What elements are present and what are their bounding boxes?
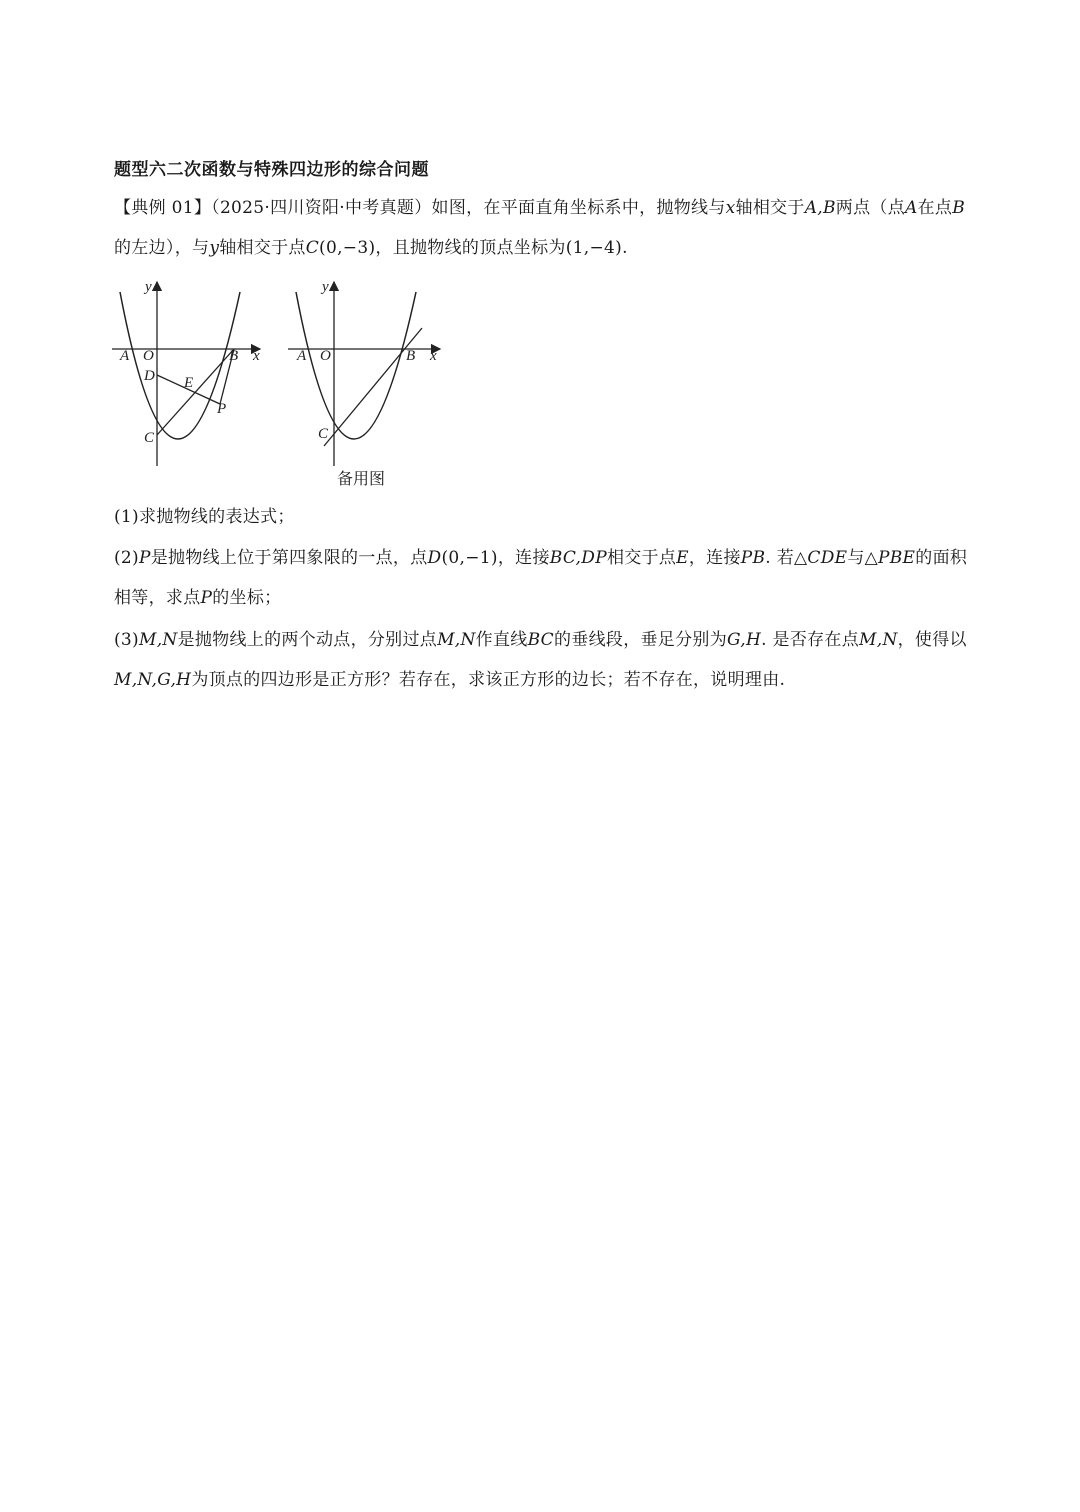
label-e: E [184, 375, 194, 391]
intro-text: 如图，在平面直角坐标系中，抛物线与 [431, 198, 726, 218]
math-a: A [905, 198, 918, 218]
math-pb: PB [740, 548, 766, 568]
q3-text: 是抛物线上的两个动点，分别过点 [177, 630, 438, 650]
intro-text: 两点（点 [835, 198, 905, 218]
math-p: P [200, 588, 213, 608]
intro-text: 的左边），与 [114, 238, 210, 258]
question-1: (1)求抛物线的表达式； [114, 507, 295, 527]
figure-2 [288, 279, 440, 466]
label-a: A [297, 348, 307, 364]
math-d: D [427, 548, 442, 568]
q3-text: 作直线 [475, 630, 528, 650]
q2-text: 的坐标； [212, 588, 282, 608]
label-o: O [143, 348, 154, 364]
q3-text: . 是否存在点 [761, 630, 860, 650]
intro-text: 在点 [917, 198, 953, 218]
q2-text: 是抛物线上位于第四象限的一点，点 [150, 548, 428, 568]
vertex-coord: (1,−4) [565, 238, 623, 258]
math-mngh: M,N,G,H [114, 670, 192, 690]
q2-text: 相交于点 [606, 548, 677, 568]
section-heading: 题型六二次函数与特殊四边形的综合问题 [114, 160, 429, 180]
example-source: （2025·四川资阳·中考真题） [211, 198, 432, 218]
triangle-symbol: △ [794, 548, 808, 568]
q2-text: 与 [847, 548, 865, 568]
label-c: C [144, 430, 155, 446]
q3-text: 的垂线段，垂足分别为 [554, 630, 727, 650]
label-c: C [318, 426, 329, 442]
math-e: E [676, 548, 689, 568]
q2-text: 的面积相等，求点 [114, 548, 968, 608]
math-b: B [952, 198, 965, 218]
intro-text: 轴相交于 [735, 198, 805, 218]
question-2 [114, 538, 974, 618]
math-bc-dp: BC,DP [549, 548, 607, 568]
math-mn: M,N [138, 630, 178, 650]
parabola [296, 292, 416, 439]
math-pbe: PBE [878, 548, 916, 568]
label-b: B [406, 348, 416, 364]
math-y: y [209, 238, 220, 258]
label-o: O [320, 348, 331, 364]
example-tag: 【典例 01】 [114, 198, 212, 218]
q3-text: ，使得以 [897, 630, 967, 650]
q2-text: ，连接 [497, 548, 550, 568]
math-mn: M,N [859, 630, 898, 650]
question-number: (3) [114, 630, 139, 650]
q2-text: . 若 [765, 548, 795, 568]
math-x: x [725, 198, 736, 218]
point-d-coord: (0,−1) [441, 548, 498, 568]
math-bc: BC [527, 630, 554, 650]
q3-text: 为顶点的四边形是正方形？若存在，求该正方形的边长；若不存在，说明理由. [191, 670, 786, 690]
label-a: A [120, 348, 130, 364]
question-number: (2) [114, 548, 139, 568]
label-x: x [253, 348, 260, 364]
line-bc [324, 328, 422, 446]
math-mn: M,N [437, 630, 476, 650]
label-d: D [144, 368, 155, 384]
figure-caption: 备用图 [337, 469, 386, 488]
math-c: C [305, 238, 320, 258]
label-y: y [322, 279, 329, 295]
math-cde: CDE [807, 548, 848, 568]
q2-text: ，连接 [688, 548, 741, 568]
figures [110, 276, 450, 471]
label-x: x [430, 348, 437, 364]
math-p: P [138, 548, 151, 568]
point-c-coord: (0,−3) [319, 238, 376, 258]
label-y: y [145, 279, 152, 295]
example-intro [114, 188, 974, 268]
intro-text: ，且抛物线的顶点坐标为 [375, 238, 566, 258]
figure-1 [112, 279, 260, 466]
triangle-symbol: △ [864, 548, 879, 568]
label-b: B [229, 348, 239, 364]
label-p: P [217, 401, 227, 417]
intro-text: . [622, 238, 628, 258]
math-gh: G,H [727, 630, 762, 650]
intro-text: 轴相交于点 [219, 238, 306, 258]
math-ab: A,B [804, 198, 836, 218]
question-3 [114, 620, 974, 700]
